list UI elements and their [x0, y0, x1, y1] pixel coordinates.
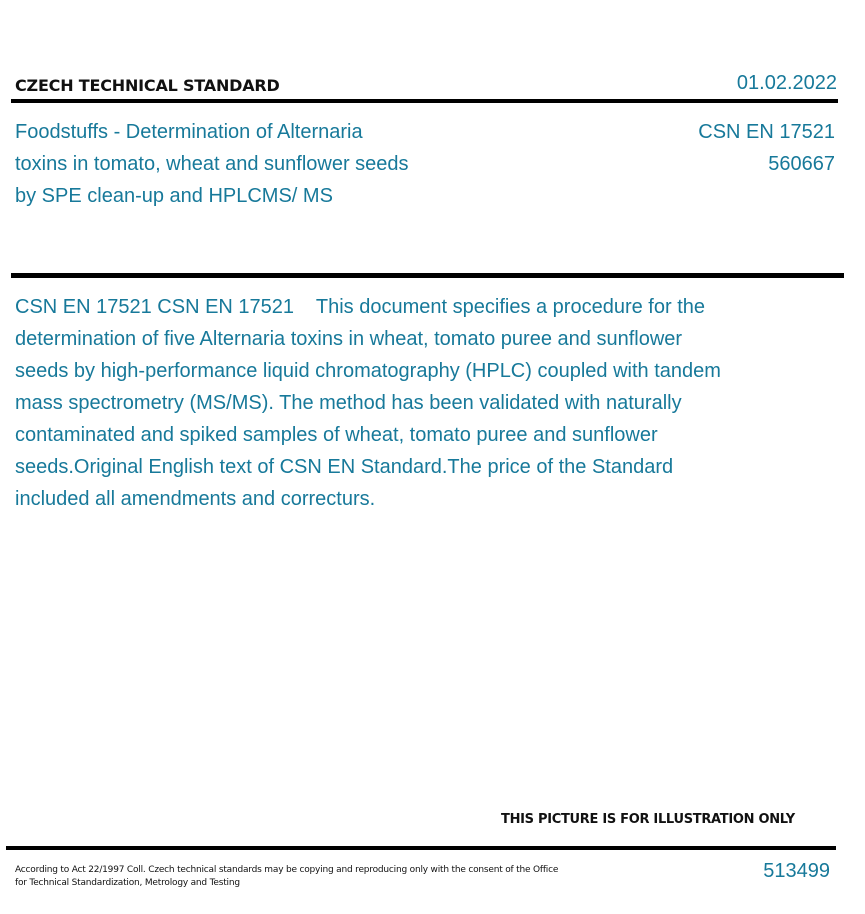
- description-line: seeds.Original English text of CSN EN Standard.The price of the Standard: [15, 456, 674, 478]
- description-line: contaminated and spiked samples of wheat, tomato puree and sunflower: [15, 424, 658, 446]
- description-line: included all amendments and correcturs.: [15, 488, 376, 510]
- catalog-code: 560667: [768, 153, 835, 175]
- title-line: toxins in tomato, wheat and sunflower seeds: [15, 153, 409, 175]
- description-line: determination of five Alternaria toxins in wheat, tomato puree and sunflower: [15, 328, 683, 350]
- document-number: 513499: [763, 860, 830, 882]
- description-line: seeds by high-performance liquid chromatography (HPLC) coupled with tandem: [15, 360, 721, 382]
- legal-line: for Technical Standardization, Metrology and Testing: [15, 878, 240, 888]
- header-divider: [11, 99, 838, 103]
- title-divider: [11, 273, 844, 278]
- publication-date: 01.02.2022: [736, 72, 837, 94]
- illustration-disclaimer: THIS PICTURE IS FOR ILLUSTRATION ONLY: [501, 812, 795, 827]
- footer-divider: [6, 846, 836, 850]
- standard-title: [15, 116, 485, 212]
- description-line: mass spectrometry (MS/MS). The method has been validated with naturally: [15, 392, 682, 414]
- standard-codes: [698, 116, 835, 180]
- title-line: by SPE clean-up and HPLCMS/ MS: [15, 185, 333, 207]
- standard-code: CSN EN 17521: [698, 121, 835, 143]
- standard-description: [15, 291, 785, 515]
- legal-notice: [15, 864, 595, 890]
- standard-type-label: CZECH TECHNICAL STANDARD: [15, 76, 280, 95]
- legal-line: According to Act 22/1997 Coll. Czech technical standards may be copying and reproducing only with the consent of the Office: [15, 865, 559, 875]
- title-line: Foodstuffs - Determination of Alternaria: [15, 121, 363, 143]
- description-line: CSN EN 17521 CSN EN 17521 This document specifies a procedure for the: [15, 296, 705, 318]
